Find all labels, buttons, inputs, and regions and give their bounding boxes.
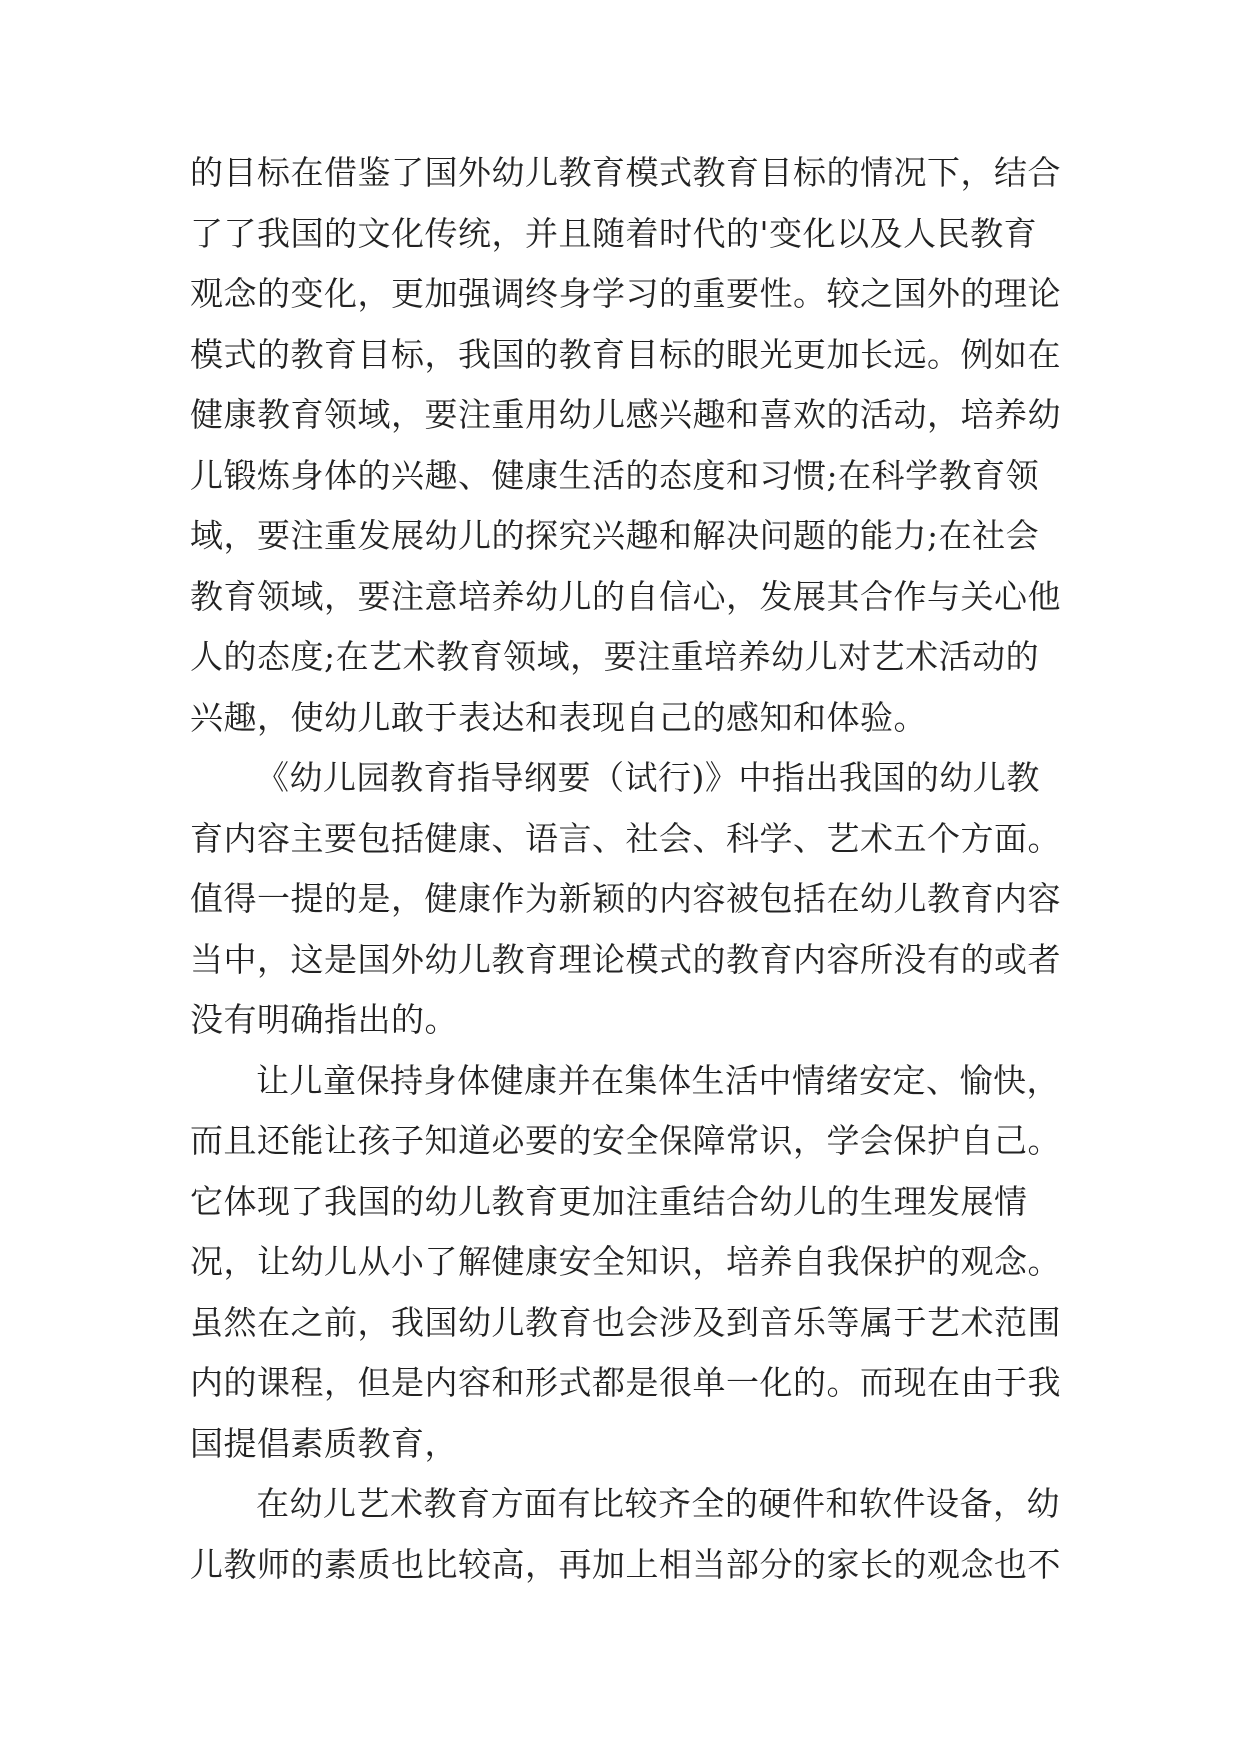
text-line: 教育领域，要注意培养幼儿的自信心，发展其合作与关心他 [190, 576, 1061, 616]
text-line: 兴趣，使幼儿敢于表达和表现自己的感知和体验。 [190, 697, 927, 737]
text-line: 它体现了我国的幼儿教育更加注重结合幼儿的生理发展情 [190, 1181, 1028, 1221]
paragraph-first-line: 让儿童保持身体健康并在集体生活中情绪安定、愉快， [256, 1060, 1060, 1100]
text-line: 儿锻炼身体的兴趣、健康生活的态度和习惯;在科学教育领 [190, 455, 1040, 495]
text-line: 模式的教育目标，我国的教育目标的眼光更加长远。例如在 [190, 334, 1061, 374]
text-line: 虽然在之前，我国幼儿教育也会涉及到音乐等属于艺术范围 [190, 1302, 1061, 1342]
text-line: 内的课程，但是内容和形式都是很单一化的。而现在由于我 [190, 1363, 1061, 1402]
text-line: 而且还能让孩子知道必要的安全保障常识，学会保护自己。 [190, 1121, 1061, 1160]
text-line: 的目标在借鉴了国外幼儿教育模式教育目标的情况下，结合 [190, 153, 1061, 192]
text-line: 人的态度;在艺术教育领域，要注重培养幼儿对艺术活动的 [190, 637, 1040, 676]
paragraph-first-line: 《幼儿园教育指导纲要（试行)》中指出我国的幼儿教 [256, 758, 1040, 797]
text-line: 域，要注重发展幼儿的探究兴趣和解决问题的能力;在社会 [190, 516, 1040, 555]
text-line: 了了我国的文化传统，并且随着时代的'变化以及人民教育 [190, 213, 1038, 253]
text-line: 观念的变化，更加强调终身学习的重要性。较之国外的理论 [190, 274, 1061, 313]
text-line: 况，让幼儿从小了解健康安全知识，培养自我保护的观念。 [190, 1242, 1061, 1281]
body-text [190, 143, 1061, 1595]
text-line: 没有明确指出的。 [190, 1000, 458, 1039]
paragraph-first-line: 在幼儿艺术教育方面有比较齐全的硬件和软件设备，幼 [256, 1484, 1060, 1523]
text-line: 当中，这是国外幼儿教育理论模式的教育内容所没有的或者 [190, 939, 1061, 979]
text-line: 国提倡素质教育， [190, 1423, 458, 1463]
text-line: 健康教育领域，要注重用幼儿感兴趣和喜欢的活动，培养幼 [190, 395, 1061, 434]
text-line: 儿教师的素质也比较高，再加上相当部分的家长的观念也不 [190, 1544, 1061, 1584]
text-line: 育内容主要包括健康、语言、社会、科学、艺术五个方面。 [190, 818, 1061, 858]
text-line: 值得一提的是，健康作为新颖的内容被包括在幼儿教育内容 [190, 879, 1061, 918]
